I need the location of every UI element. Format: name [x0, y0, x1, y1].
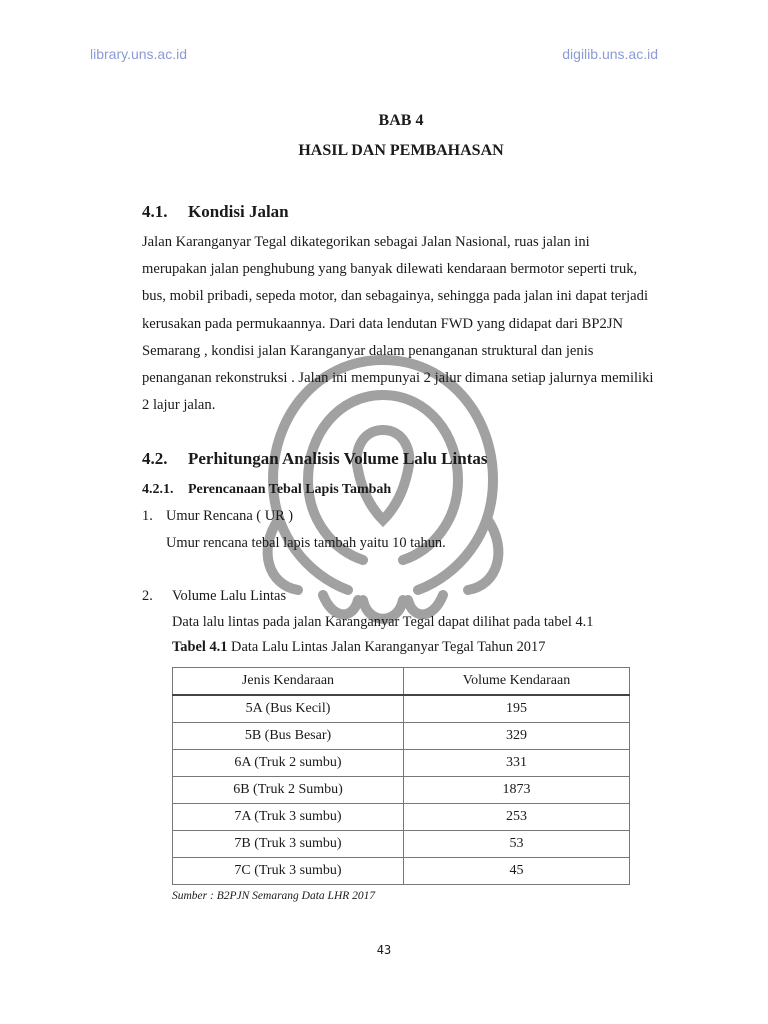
- paragraph-line: bus, mobil pribadi, sepeda motor, dan sebagainya, sehingga pada jalan ini dapat terjadi: [142, 288, 648, 305]
- list-item-2: [142, 588, 286, 605]
- header-site-right[interactable]: digilib.uns.ac.id: [562, 46, 658, 62]
- volume-cell: 253: [404, 804, 630, 831]
- paragraph-line: kerusakan pada permukaannya. Dari data lendutan FWD yang didapat dari BP2JN: [142, 315, 624, 332]
- vehicle-type-cell: 6A (Truk 2 sumbu): [173, 750, 404, 777]
- vehicle-type-cell: 5B (Bus Besar): [173, 723, 404, 750]
- list-item-1: [142, 508, 293, 525]
- list-item-2-text: Data lalu lintas pada jalan Karanganyar Tegal dapat dilihat pada tabel 4.1: [172, 614, 594, 630]
- table-row: [173, 723, 630, 750]
- volume-cell: 195: [404, 695, 630, 723]
- vehicle-type-cell: 7B (Truk 3 sumbu): [173, 831, 404, 858]
- paragraph-line: Semarang , kondisi jalan Karanganyar dalam penanganan struktural dan jenis: [142, 342, 594, 359]
- section-4-1-paragraph: [142, 229, 660, 419]
- list-item-number: 1.: [142, 508, 153, 524]
- subsection-heading-4-2-1: [142, 482, 391, 498]
- table-header-row: [173, 668, 630, 696]
- table-caption-label: Tabel 4.1: [172, 639, 228, 655]
- table-row: [173, 695, 630, 723]
- vehicle-type-cell: 5A (Bus Kecil): [173, 695, 404, 723]
- section-number: 4.1.: [142, 202, 168, 221]
- vehicle-type-cell: 6B (Truk 2 Sumbu): [173, 777, 404, 804]
- table-caption: [172, 639, 545, 656]
- paragraph-line: Jalan Karanganyar Tegal dikategorikan sebagai Jalan Nasional, ruas jalan ini: [142, 234, 590, 250]
- vehicle-type-cell: 7C (Truk 3 sumbu): [173, 858, 404, 885]
- section-heading-4-2: [142, 449, 487, 469]
- paragraph-line: 2 lajur jalan.: [142, 397, 216, 414]
- section-title: Perhitungan Analisis Volume Lalu Lintas: [188, 449, 488, 468]
- list-item-number: 2.: [142, 588, 153, 604]
- table-caption-text: Data Lalu Lintas Jalan Karanganyar Tegal Tahun 2017: [227, 639, 546, 655]
- table-row: [173, 858, 630, 885]
- section-number: 4.2.: [142, 449, 168, 468]
- chapter-label: BAB 4: [378, 112, 424, 129]
- header-site-left[interactable]: library.uns.ac.id: [90, 46, 188, 62]
- volume-cell: 45: [404, 858, 630, 885]
- table-row: [173, 750, 630, 777]
- volume-cell: 329: [404, 723, 630, 750]
- table-row: [173, 804, 630, 831]
- chapter-title: HASIL DAN PEMBAHASAN: [298, 142, 504, 159]
- list-item-1-text: Umur rencana tebal lapis tambah yaitu 10 tahun.: [166, 535, 446, 551]
- traffic-volume-table: [172, 667, 630, 885]
- paragraph-line: penanganan rekonstruksi . Jalan ini mempunyai 2 jalur dimana setiap jalurnya memiliki: [142, 370, 654, 387]
- list-item-title: Umur Rencana ( UR ): [166, 508, 294, 524]
- volume-cell: 1873: [404, 777, 630, 804]
- paragraph-line: merupakan jalan penghubung yang banyak dilewati kendaraan bermotor seperti truk,: [142, 261, 638, 278]
- volume-cell: 331: [404, 750, 630, 777]
- section-title: Kondisi Jalan: [188, 202, 289, 221]
- subsection-title: Perencanaan Tebal Lapis Tambah: [188, 482, 392, 497]
- volume-cell: 53: [404, 831, 630, 858]
- section-heading-4-1: [142, 202, 289, 222]
- page-number: 43: [376, 943, 392, 957]
- subsection-number: 4.2.1.: [142, 482, 174, 497]
- column-header-volume: Volume Kendaraan: [404, 668, 630, 696]
- column-header-vehicle-type: Jenis Kendaraan: [173, 668, 404, 696]
- vehicle-type-cell: 7A (Truk 3 sumbu): [173, 804, 404, 831]
- table-source-note: Sumber : B2PJN Semarang Data LHR 2017: [172, 890, 376, 902]
- table-row: [173, 777, 630, 804]
- table-row: [173, 831, 630, 858]
- list-item-title: Volume Lalu Lintas: [172, 588, 287, 604]
